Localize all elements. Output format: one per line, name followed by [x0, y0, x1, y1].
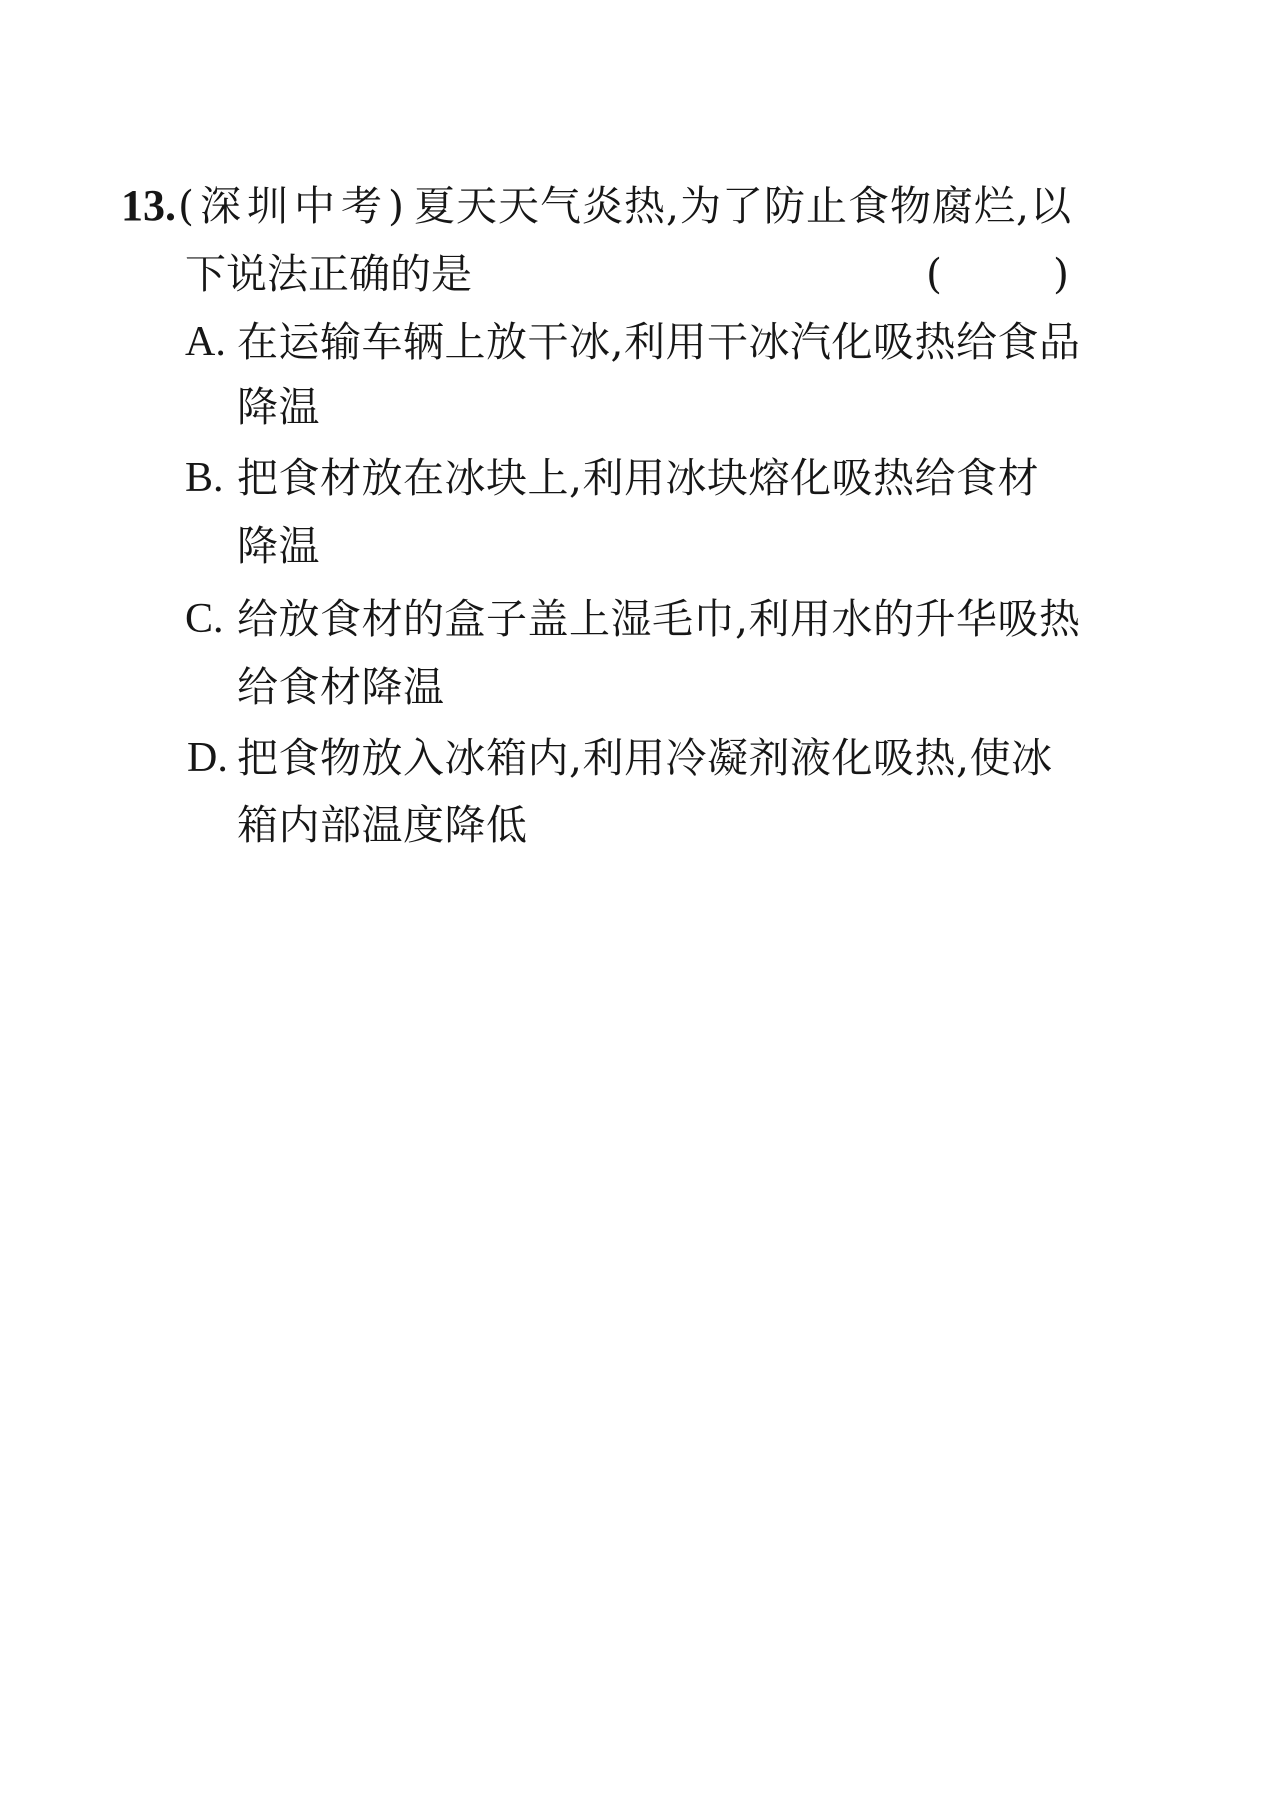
question-source: (深圳中考): [178, 182, 410, 230]
option-b-line-1: 把食材放在冰块上,利用冰块熔化吸热给食材: [237, 454, 1040, 502]
option-c-line-1: 给放食材的盒子盖上湿毛巾,利用水的升华吸热: [237, 595, 1081, 643]
option-c-line-2: 给食材降温: [237, 663, 445, 711]
option-a-line-2: 降温: [237, 383, 320, 431]
question-stem-line-1-row: [121, 182, 1072, 230]
question-stem-line-1: 夏天天气炎热,为了防止食物腐烂,以: [414, 182, 1073, 230]
option-d-line-2: 箱内部温度降低: [237, 801, 528, 849]
option-d-letter: D.: [187, 735, 228, 781]
option-c-letter: C.: [185, 596, 224, 642]
option-b-letter: B.: [185, 455, 224, 501]
answer-blank-close: ): [1053, 250, 1069, 298]
answer-blank-open: (: [926, 250, 942, 298]
question-stem-line-2: 下说法正确的是: [185, 250, 472, 298]
option-b-line-2: 降温: [237, 522, 320, 570]
option-a-letter: A.: [185, 319, 226, 365]
question-number: 13.: [121, 181, 176, 230]
option-a-line-1: 在运输车辆上放干冰,利用干冰汽化吸热给食品: [237, 318, 1081, 366]
option-d-line-1: 把食物放入冰箱内,利用冷凝剂液化吸热,使冰: [237, 734, 1053, 782]
